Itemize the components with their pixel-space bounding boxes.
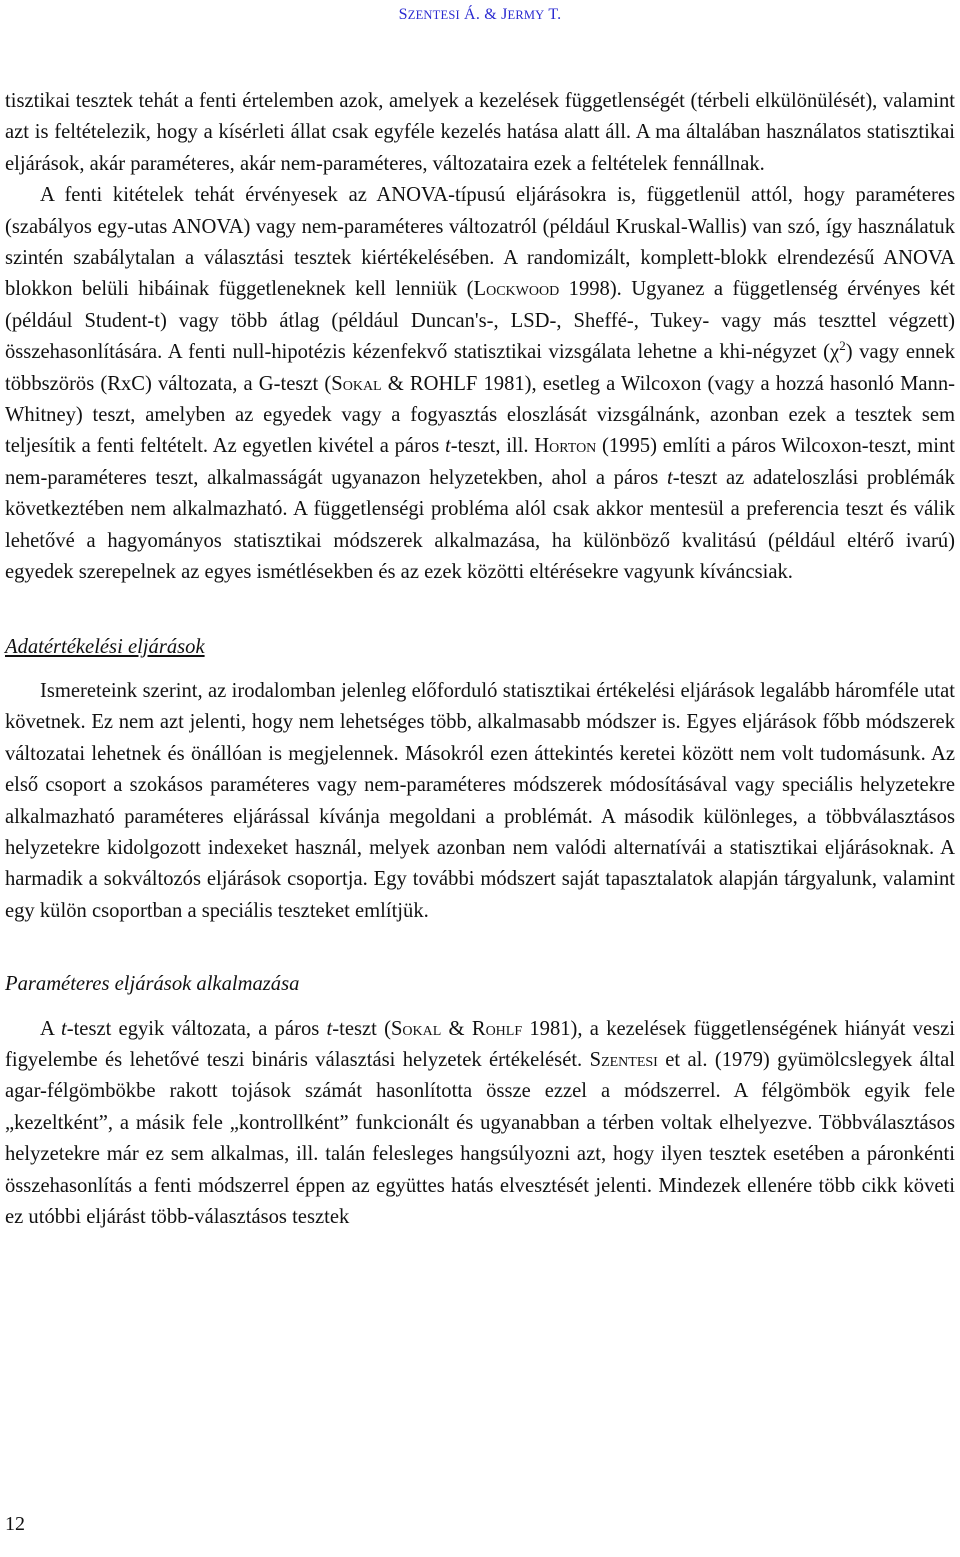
cite-horton-rest: orton — [549, 435, 597, 458]
cite-lockwood-first: L — [473, 278, 487, 301]
header-author1-rest: ZENTESI — [407, 8, 460, 22]
header-author2-rest: ERMY — [507, 8, 545, 22]
chi-symbol: χ — [830, 341, 840, 364]
cite-szentesi-first: S — [589, 1048, 602, 1071]
text-run: -teszt egyik változata, a páros — [66, 1017, 327, 1040]
text-run: A — [40, 1017, 61, 1040]
text-run: & — [441, 1017, 472, 1040]
italic-t: t — [60, 1017, 67, 1040]
text-run: ) vagy ennek többszörös (RxC) változata, a G-teszt ( — [5, 341, 955, 395]
paragraph-continuation: tisztikai tesztek tehát a fenti értelemben azok, amelyek a kezelések függetlenségét (térbeli elkülönülését), valamint azt is feltételezik, hogy a kísérleti állat csak egyféle kezelés hatása alatt áll. A ma általában használatos statisztikai eljárások, akár paraméteres, akár nem-paraméteres, változataira ezek a feltételek fennállnak. — [5, 90, 955, 175]
text-run: A fenti kitételek tehát érvényesek az ANOVA-típusú eljárásokra is, függetlenül attól, hogy paraméteres (szabályos egy-utas ANOVA) vagy nem-paraméteres változatról (például Kruskal-Wallis) van szó, így használatuk szintén szabálytalan a választási tesztek kiértékelésében. A randomizált, komplett-blokk elrendezésű ANOVA blokkon belüli hibáinak függetleneknek kell lenniük ( — [5, 184, 955, 301]
cite-rohlf-rest: ohlf — [485, 1017, 523, 1040]
cite-sokal-rest: okal — [402, 1017, 442, 1040]
text-run: & ROHLF 1981), esetleg a Wilcoxon (vagy a hozzá hasonló Mann-Whitney) teszt, amelyben az egyedek vagy a fogyasztás eloszlását vizsgálnánk, azonban ezek a tesztek sem teljesítik a fenti feltételt. Az egyetlen kivétel a páros — [5, 372, 955, 458]
text-run: -teszt az adateloszlási problémák következtében nem alkalmazható. A függetlenségi probléma alól csak akkor mentesül a preferencia teszt és válik lehetővé a hagyományos statisztikai módszerek alkalmazása, ha különböző kvalitású (például eltérő ivarú) egyedek szerepelnek az egyes ismétlésekben és az ezek közötti eltérésekre vagyunk kíváncsiak. — [5, 466, 955, 584]
italic-t: t — [444, 435, 451, 458]
text-run: -teszt ( — [332, 1017, 391, 1040]
running-header — [0, 6, 960, 24]
cite-sokal-first: S — [331, 372, 343, 395]
cite-horton-first: H — [534, 435, 550, 458]
page-body — [5, 86, 955, 1233]
cite-lockwood-rest: ockwood — [486, 278, 560, 301]
paragraph-paired-t-test — [5, 1014, 955, 1234]
text-run: 1998). Ugyanez a függetlenség érvényes két (például Student-t) vagy több átlag (például Duncan's-, LSD-, Sheffé-, Tukey- vagy más teszttel végzett) összehasonlítására. A fenti null-hipotézis kézenfekvő statisztikai vizsgálata lehetne a khi-négyzet ( — [5, 278, 955, 364]
paragraph-methods-overview: Ismereteink szerint, az irodalomban jelenleg előforduló statisztikai értékelési eljárások legalább háromféle utat követnek. Ez nem azt jelenti, hogy nem lehetséges több, alkalmasabb módszer is. Egyes eljárások főbb módszerek változatai lehetnek és önállóan is megjelennek. Másokról ezen áttekintés keretei között nem volt tudomásunk. Az első csoport a szokásos paraméteres vagy nem-paraméteres módszerek módosításával vagy speciális helyzetekre alkalmazható paraméteres eljárással kívánja megoldani a problémát. A második különleges, a többválasztásos helyzetekre kidolgozott indexeket használ, melyek azonban nem valódi alternatívái a statisztikai eljárásoknak. A harmadik a sokváltozós eljárások csoportja. Egy további módszert saját tapasztalatok alapján tárgyalunk, valamint egy külön csoportban a speciális teszteket említjük. — [5, 679, 955, 922]
cite-sokal-rest: okal — [342, 372, 382, 395]
section-heading-adatertekelesi: Adatértékelési eljárások — [5, 635, 205, 658]
page-number: 12 — [5, 1513, 25, 1535]
chi-exponent: 2 — [839, 338, 846, 354]
paragraph-anova — [5, 180, 955, 588]
header-author1-first: S — [398, 6, 408, 23]
cite-sokal-first: S — [390, 1017, 403, 1040]
header-author1-initial: Á. & — [459, 6, 502, 23]
section-heading-parameteres: Paraméteres eljárások alkalmazása — [5, 973, 300, 996]
italic-t: t — [666, 466, 673, 489]
text-run: -teszt, ill. — [450, 435, 535, 458]
cite-rohlf-first: R — [471, 1017, 486, 1040]
italic-t: t — [326, 1017, 333, 1040]
header-author2-first: J — [501, 6, 508, 23]
header-author2-initial: T. — [544, 6, 562, 23]
text-run: 1981), a kezelések függetlenségének hiányát veszi figyelembe és lehetővé teszi bináris választási helyzetek értékelését. — [5, 1017, 955, 1071]
text-run: et al. (1979) gyümölcslegyek által agar-félgömbökbe rakott tojások számát hasonlította össze ezzel a módszerrel. A félgömbök egyik fele „kezeltként”, a másik fele „kontrollként” funkcionált és ugyanabban a térben voltak elhelyezve. Többválasztásos helyzetekre már ez sem alkalmas, ill. talán felesleges hangsúlyozni azt, hogy ilyen tesztek esetében a páronkénti összehasonlítás a fenti módszerrel éppen az együttes hatás elvesztését jelenti. Mindezek ellenére több cikk követi ez utóbbi eljárást több-választásos tesztek — [5, 1048, 955, 1228]
text-run: (1995) említi a páros Wilcoxon-teszt, mint nem-paraméteres teszt, alkalmasságát ugyanazon helyzetekben, ahol a páros — [5, 435, 955, 489]
cite-szentesi-rest: zentesi — [601, 1048, 658, 1071]
